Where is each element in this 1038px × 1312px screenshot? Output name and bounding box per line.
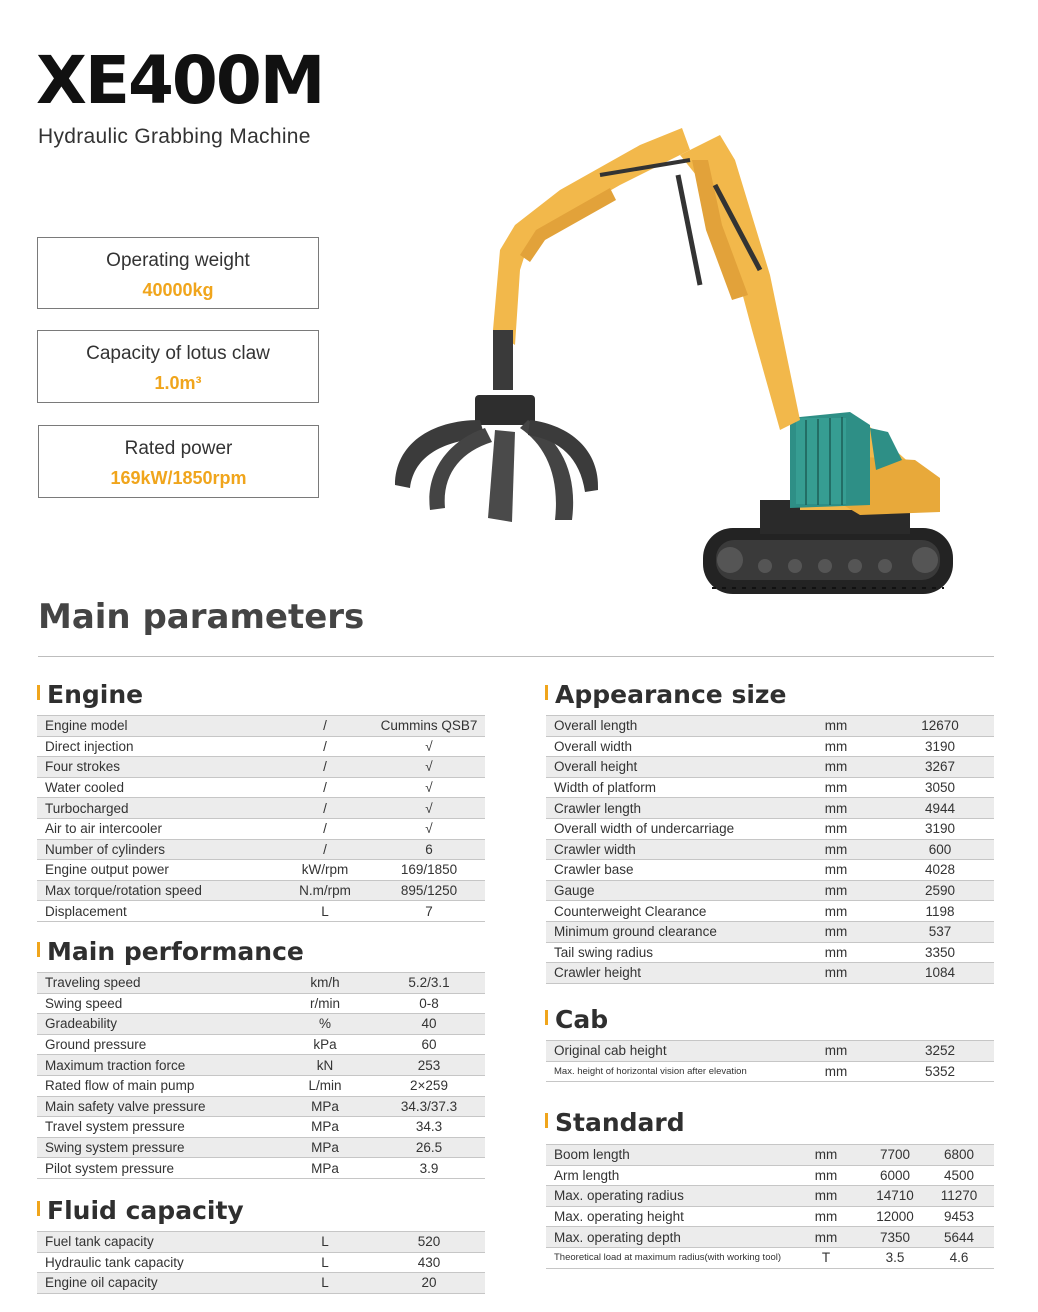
engine-table (37, 715, 485, 922)
table-row (546, 942, 994, 963)
param-unit-cell: kN (277, 1055, 373, 1076)
table-row (546, 818, 994, 839)
param-value-cell: 4500 (924, 1165, 994, 1186)
param-unit-cell: / (277, 736, 373, 757)
param-value-cell: 5352 (886, 1061, 994, 1082)
grabbing-machine-illustration (385, 112, 975, 602)
section-title-text: Main performance (47, 937, 304, 966)
param-name-cell: Turbocharged (37, 798, 277, 819)
param-name-cell: Air to air intercooler (37, 818, 277, 839)
param-unit-cell: mm (786, 777, 886, 798)
param-name-cell: Max. operating radius (546, 1186, 786, 1207)
param-name-cell: Engine output power (37, 860, 277, 881)
spec-box-value: 169kW/1850rpm (110, 468, 247, 488)
param-unit-cell: mm (786, 839, 886, 860)
param-unit-cell: mm (786, 1041, 886, 1062)
param-name-cell: Rated flow of main pump (37, 1075, 277, 1096)
param-value-cell: 537 (886, 921, 994, 942)
param-value-cell: 4.6 (924, 1247, 994, 1268)
table-row (37, 777, 485, 798)
param-unit-cell: r/min (277, 993, 373, 1014)
param-name-cell: Gauge (546, 880, 786, 901)
param-value-cell: 3190 (886, 736, 994, 757)
param-value-cell: 4944 (886, 798, 994, 819)
param-name-cell: Overall width of undercarriage (546, 818, 786, 839)
table-row (37, 1055, 485, 1076)
table-row (37, 1014, 485, 1035)
lotus-grab (395, 330, 598, 522)
table-row (37, 757, 485, 778)
table-row (37, 1232, 485, 1253)
param-unit-cell: kPa (277, 1034, 373, 1055)
performance-section-title (37, 937, 304, 967)
param-value-cell: 1198 (886, 901, 994, 922)
param-value-cell: 3050 (886, 777, 994, 798)
table-row (546, 1145, 994, 1166)
param-name-cell: Overall height (546, 757, 786, 778)
param-value-cell: 4028 (886, 860, 994, 881)
section-title-text: Cab (555, 1005, 609, 1034)
param-value-cell: 7350 (866, 1227, 924, 1248)
performance-table (37, 972, 485, 1179)
param-name-cell: Engine model (37, 716, 277, 737)
param-name-cell: Counterweight Clearance (546, 901, 786, 922)
param-name-cell: Ground pressure (37, 1034, 277, 1055)
param-value-cell: 3350 (886, 942, 994, 963)
table-row (546, 736, 994, 757)
section-title-text: Appearance size (555, 680, 787, 709)
param-unit-cell: mm (786, 757, 886, 778)
table-row (37, 1096, 485, 1117)
param-value-cell: 0-8 (373, 993, 485, 1014)
table-row (546, 798, 994, 819)
param-unit-cell: mm (786, 736, 886, 757)
param-unit-cell: kW/rpm (277, 860, 373, 881)
cab-table (546, 1040, 994, 1082)
param-value-cell: 895/1250 (373, 880, 485, 901)
param-value-cell: 3190 (886, 818, 994, 839)
fluid-table-body (37, 1232, 485, 1294)
product-subtitle: Hydraulic Grabbing Machine (38, 125, 311, 148)
param-value-cell: 20 (373, 1273, 485, 1294)
param-name-cell: Minimum ground clearance (546, 921, 786, 942)
table-row (546, 1165, 994, 1186)
param-name-cell: Traveling speed (37, 973, 277, 994)
param-name-cell: Overall length (546, 716, 786, 737)
param-name-cell: Width of platform (546, 777, 786, 798)
lotus-claw-capacity-box (37, 330, 319, 403)
param-value-cell: 430 (373, 1252, 485, 1273)
accent-bar (37, 942, 40, 957)
table-row (546, 921, 994, 942)
accent-bar (37, 685, 40, 700)
table-row (37, 1075, 485, 1096)
table-row (37, 1252, 485, 1273)
standard-table-body (546, 1145, 994, 1269)
param-name-cell: Boom length (546, 1145, 786, 1166)
param-name-cell: Water cooled (37, 777, 277, 798)
table-row (546, 839, 994, 860)
param-unit-cell: mm (786, 1206, 866, 1227)
param-value-cell: 7 (373, 901, 485, 922)
table-row (37, 1117, 485, 1138)
param-name-cell: Theoretical load at maximum radius(with working tool) (546, 1247, 786, 1268)
fluid-section-title (37, 1196, 244, 1226)
param-unit-cell: % (277, 1014, 373, 1035)
cab-section-title (545, 1005, 608, 1035)
table-row (37, 860, 485, 881)
table-row (546, 777, 994, 798)
param-value-cell: 11270 (924, 1186, 994, 1207)
param-unit-cell: mm (786, 860, 886, 881)
section-divider (38, 656, 994, 657)
table-row (37, 716, 485, 737)
param-name-cell: Fuel tank capacity (37, 1232, 277, 1253)
param-value-cell: √ (373, 777, 485, 798)
param-unit-cell: mm (786, 942, 886, 963)
param-unit-cell: L (277, 901, 373, 922)
table-row (37, 798, 485, 819)
param-name-cell: Crawler length (546, 798, 786, 819)
param-name-cell: Crawler base (546, 860, 786, 881)
param-unit-cell: mm (786, 1165, 866, 1186)
param-name-cell: Crawler height (546, 963, 786, 984)
param-name-cell: Swing system pressure (37, 1137, 277, 1158)
param-unit-cell: L (277, 1252, 373, 1273)
table-row (37, 839, 485, 860)
param-value-cell: 7700 (866, 1145, 924, 1166)
param-value-cell: 253 (373, 1055, 485, 1076)
table-row (37, 993, 485, 1014)
main-parameters-heading: Main parameters (38, 597, 365, 637)
param-value-cell: 6000 (866, 1165, 924, 1186)
param-name-cell: Four strokes (37, 757, 277, 778)
param-value-cell: 3.9 (373, 1158, 485, 1179)
upper-structure (760, 412, 940, 534)
param-value-cell: √ (373, 818, 485, 839)
table-row (546, 901, 994, 922)
fluid-table (37, 1231, 485, 1294)
param-name-cell: Arm length (546, 1165, 786, 1186)
param-value-cell: 6800 (924, 1145, 994, 1166)
rated-power-box (38, 425, 319, 498)
table-row (37, 818, 485, 839)
param-value-cell: 9453 (924, 1206, 994, 1227)
table-row (37, 1137, 485, 1158)
param-value-cell: 600 (886, 839, 994, 860)
param-unit-cell: / (277, 757, 373, 778)
param-unit-cell: mm (786, 880, 886, 901)
operating-weight-box (37, 237, 319, 309)
param-name-cell: Engine oil capacity (37, 1273, 277, 1294)
param-unit-cell: L/min (277, 1075, 373, 1096)
param-unit-cell: mm (786, 963, 886, 984)
standard-section-title (545, 1108, 685, 1138)
param-unit-cell: mm (786, 1061, 886, 1082)
param-name-cell: Hydraulic tank capacity (37, 1252, 277, 1273)
param-value-cell: 520 (373, 1232, 485, 1253)
param-unit-cell: N.m/rpm (277, 880, 373, 901)
table-row (546, 1186, 994, 1207)
accent-bar (37, 1201, 40, 1216)
param-name-cell: Crawler width (546, 839, 786, 860)
param-value-cell: 34.3/37.3 (373, 1096, 485, 1117)
param-name-cell: Number of cylinders (37, 839, 277, 860)
table-row (37, 901, 485, 922)
param-name-cell: Main safety valve pressure (37, 1096, 277, 1117)
param-value-cell: 169/1850 (373, 860, 485, 881)
param-value-cell: 3252 (886, 1041, 994, 1062)
table-row (37, 880, 485, 901)
cab-table-body (546, 1041, 994, 1082)
param-unit-cell: mm (786, 1227, 866, 1248)
table-row (546, 963, 994, 984)
param-unit-cell: km/h (277, 973, 373, 994)
param-unit-cell: MPa (277, 1096, 373, 1117)
param-value-cell: 34.3 (373, 1117, 485, 1138)
param-value-cell: √ (373, 736, 485, 757)
undercarriage (703, 528, 953, 594)
section-title-text: Engine (47, 680, 144, 709)
param-name-cell: Swing speed (37, 993, 277, 1014)
param-name-cell: Max torque/rotation speed (37, 880, 277, 901)
param-unit-cell: L (277, 1273, 373, 1294)
param-value-cell: √ (373, 757, 485, 778)
table-row (546, 1206, 994, 1227)
param-unit-cell: MPa (277, 1117, 373, 1138)
param-name-cell: Gradeability (37, 1014, 277, 1035)
param-value-cell: 2590 (886, 880, 994, 901)
param-unit-cell: mm (786, 921, 886, 942)
table-row (37, 1034, 485, 1055)
spec-box-label: Capacity of lotus claw (86, 343, 270, 364)
param-unit-cell: MPa (277, 1137, 373, 1158)
table-row (546, 716, 994, 737)
param-value-cell: 1084 (886, 963, 994, 984)
param-unit-cell: mm (786, 716, 886, 737)
param-unit-cell: / (277, 716, 373, 737)
param-name-cell: Original cab height (546, 1041, 786, 1062)
param-value-cell: 26.5 (373, 1137, 485, 1158)
accent-bar (545, 1010, 548, 1025)
engine-section-title (37, 680, 143, 710)
accent-bar (545, 1113, 548, 1128)
param-name-cell: Direct injection (37, 736, 277, 757)
param-name-cell: Pilot system pressure (37, 1158, 277, 1179)
param-unit-cell: MPa (277, 1158, 373, 1179)
param-value-cell: Cummins QSB7 (373, 716, 485, 737)
param-value-cell: 5.2/3.1 (373, 973, 485, 994)
table-row (546, 880, 994, 901)
param-unit-cell: / (277, 839, 373, 860)
param-name-cell: Tail swing radius (546, 942, 786, 963)
param-unit-cell: mm (786, 1145, 866, 1166)
param-unit-cell: mm (786, 818, 886, 839)
param-unit-cell: / (277, 818, 373, 839)
arm (493, 128, 700, 345)
param-value-cell: 6 (373, 839, 485, 860)
param-name-cell: Max. height of horizontal vision after elevation (546, 1061, 786, 1082)
section-title-text: Fluid capacity (47, 1196, 244, 1225)
table-row (37, 1273, 485, 1294)
table-row (546, 1061, 994, 1082)
param-value-cell: 60 (373, 1034, 485, 1055)
param-value-cell: √ (373, 798, 485, 819)
param-unit-cell: mm (786, 901, 886, 922)
table-row (37, 736, 485, 757)
table-row (37, 1158, 485, 1179)
param-name-cell: Max. operating depth (546, 1227, 786, 1248)
param-name-cell: Travel system pressure (37, 1117, 277, 1138)
param-value-cell: 12000 (866, 1206, 924, 1227)
table-row (546, 1247, 994, 1268)
param-name-cell: Max. operating height (546, 1206, 786, 1227)
table-row (546, 1041, 994, 1062)
appearance-table-body (546, 716, 994, 984)
standard-table (546, 1144, 994, 1269)
table-row (546, 860, 994, 881)
spec-box-label: Operating weight (106, 250, 250, 271)
table-row (546, 1227, 994, 1248)
param-unit-cell: / (277, 777, 373, 798)
section-title-text: Standard (555, 1108, 685, 1137)
param-unit-cell: / (277, 798, 373, 819)
param-value-cell: 3.5 (866, 1247, 924, 1268)
param-name-cell: Overall width (546, 736, 786, 757)
param-unit-cell: mm (786, 1186, 866, 1207)
param-value-cell: 2×259 (373, 1075, 485, 1096)
accent-bar (545, 685, 548, 700)
spec-box-label: Rated power (124, 438, 233, 459)
param-name-cell: Maximum traction force (37, 1055, 277, 1076)
param-value-cell: 40 (373, 1014, 485, 1035)
appearance-table (546, 715, 994, 984)
performance-table-body (37, 973, 485, 1179)
param-value-cell: 14710 (866, 1186, 924, 1207)
param-value-cell: 5644 (924, 1227, 994, 1248)
param-value-cell: 3267 (886, 757, 994, 778)
appearance-section-title (545, 680, 786, 710)
param-unit-cell: T (786, 1247, 866, 1268)
spec-box-value: 40000kg (142, 280, 214, 300)
param-value-cell: 12670 (886, 716, 994, 737)
table-row (546, 757, 994, 778)
product-model-title: XE400M (36, 42, 324, 119)
table-row (37, 973, 485, 994)
param-name-cell: Displacement (37, 901, 277, 922)
engine-table-body (37, 716, 485, 922)
param-unit-cell: mm (786, 798, 886, 819)
spec-box-value: 1.0m³ (154, 373, 202, 393)
param-unit-cell: L (277, 1232, 373, 1253)
